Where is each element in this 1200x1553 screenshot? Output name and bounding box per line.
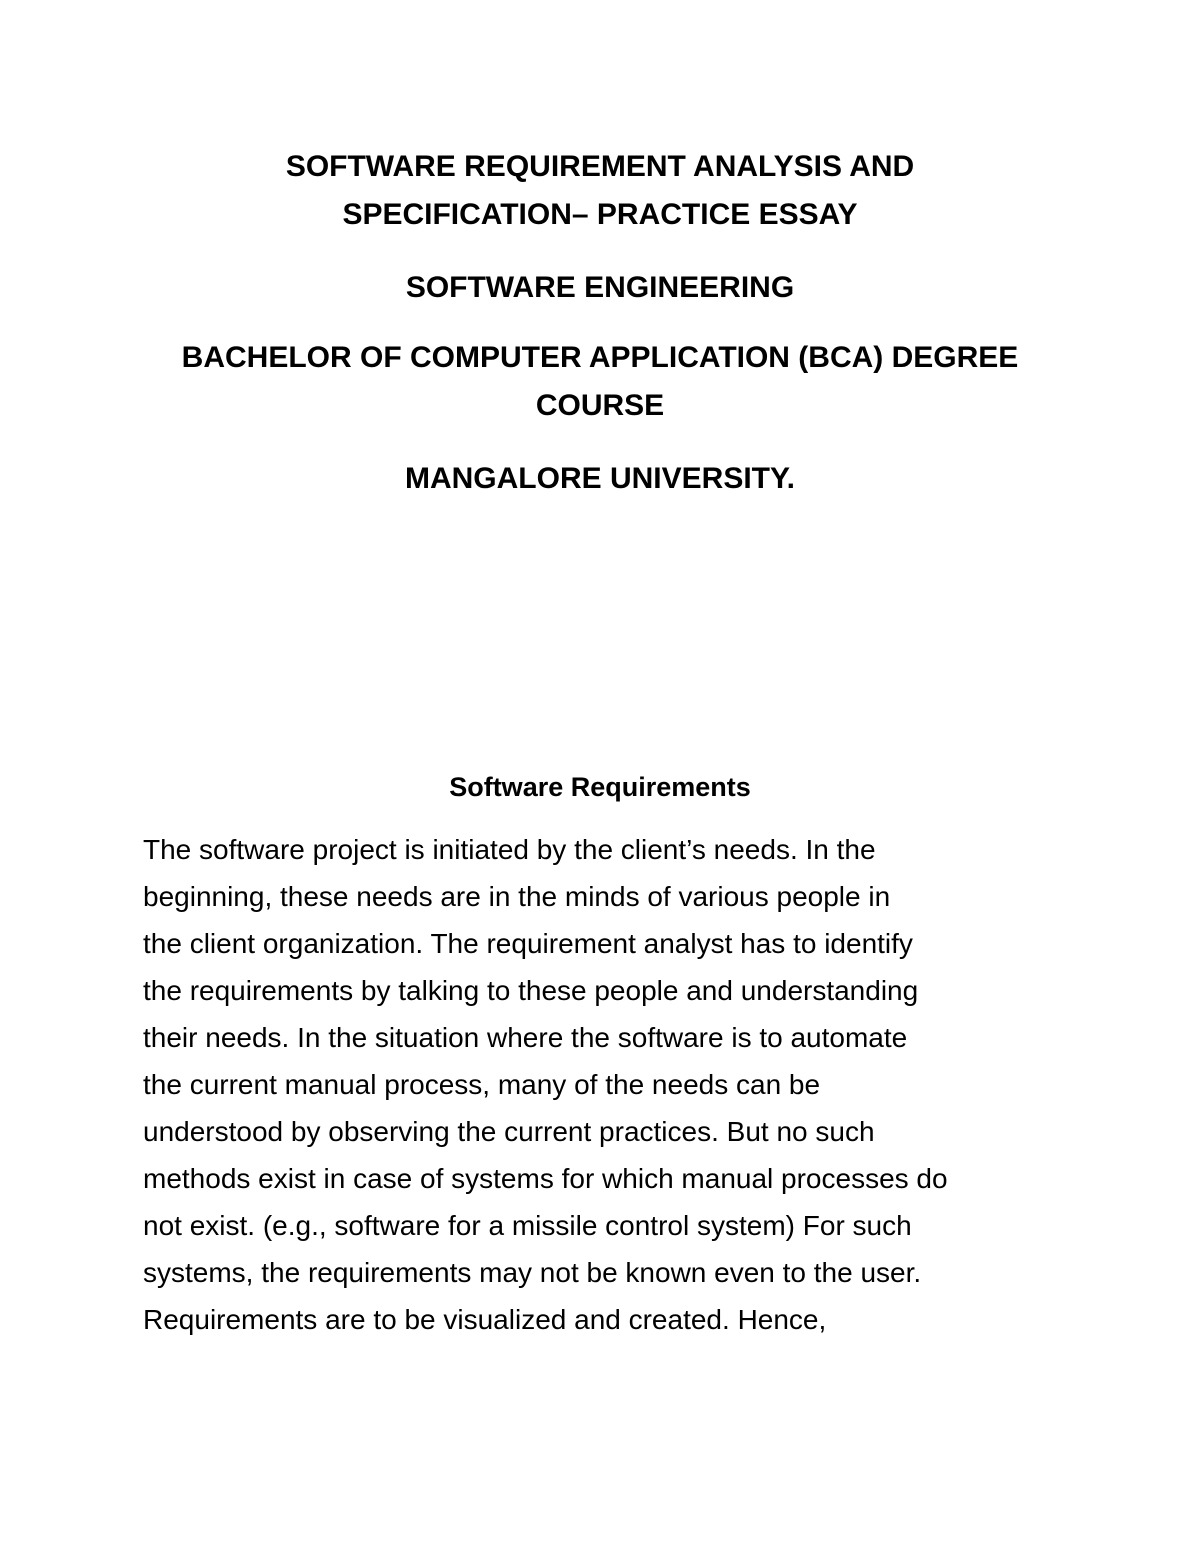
- body-line: the requirements by talking to these people and understanding: [143, 975, 919, 1006]
- subject-heading: [130, 264, 1070, 312]
- document-title: [130, 143, 1070, 239]
- course-line: COURSE: [535, 389, 665, 422]
- subject-line: SOFTWARE ENGINEERING: [405, 271, 795, 304]
- body-line: Requirements are to be visualized and created. Hence,: [143, 1304, 827, 1335]
- title-line: SOFTWARE REQUIREMENT ANALYSIS AND: [285, 150, 915, 183]
- body-line: The software project is initiated by the client’s needs. In the: [143, 834, 876, 865]
- body-paragraph: [143, 826, 1083, 1343]
- body-line: the current manual process, many of the needs can be: [143, 1069, 821, 1100]
- title-line: SPECIFICATION– PRACTICE ESSAY: [342, 198, 858, 231]
- course-line: BACHELOR OF COMPUTER APPLICATION (BCA) DEGREE: [181, 341, 1019, 374]
- university-line: MANGALORE UNIVERSITY.: [404, 462, 796, 495]
- section-heading: Software Requirements: [449, 772, 751, 802]
- body-line: methods exist in case of systems for which manual processes do: [143, 1163, 948, 1194]
- body-line: systems, the requirements may not be known even to the user.: [143, 1257, 922, 1288]
- body-line: their needs. In the situation where the software is to automate: [143, 1022, 908, 1053]
- body-line: beginning, these needs are in the minds of various people in: [143, 881, 891, 912]
- body-line: the client organization. The requirement analyst has to identify: [143, 928, 913, 959]
- body-line: understood by observing the current practices. But no such: [143, 1116, 875, 1147]
- body-line: not exist. (e.g., software for a missile control system) For such: [143, 1210, 912, 1241]
- university-heading: [130, 455, 1070, 503]
- course-heading: [130, 334, 1070, 430]
